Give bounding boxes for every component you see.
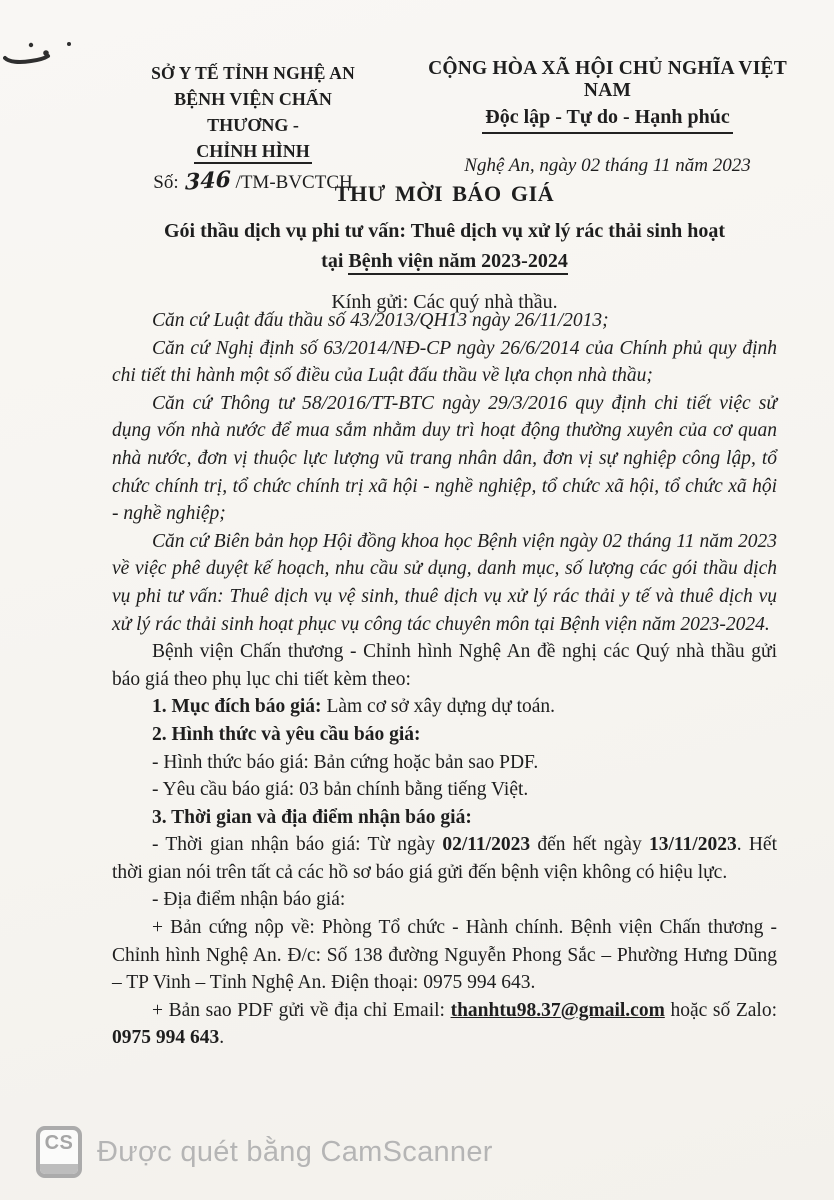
item-3-location-label: - Địa điểm nhận báo giá:: [152, 889, 346, 911]
ink-smudge: [3, 30, 123, 80]
item-2-sub-2: - Yêu cầu báo giá: 03 bản chính bằng tiếng Việt.: [152, 779, 529, 801]
package-subtitle-line1: Gói thầu dịch vụ phi tư vấn: Thuê dịch vụ xử lý rác thải sinh hoạt: [164, 220, 725, 242]
issuer-block: [138, 60, 368, 196]
item-3-hardcopy-address: + Bản cứng nộp về: Phòng Tổ chức - Hành chính. Bệnh viện Chấn thương - Chỉnh hình Nghệ An. Đ/c: Số 138 đường Nguyễn Phong Sắc – Phường Hưng Dũng – TP Vinh – Tỉnh Nghệ An. Điện thoại: 0975 994 643.: [112, 917, 777, 994]
national-motto-line: [405, 102, 810, 134]
zalo-number: 0975 994 643: [112, 1027, 220, 1049]
package-subtitle-underlined: Bệnh viện năm 2023-2024: [348, 250, 567, 275]
item-1-label: 1. Mục đích báo giá:: [152, 696, 322, 718]
camscanner-icon-strip: [40, 1164, 78, 1174]
salutation: Kính gửi: Các quý nhà thầu.: [331, 291, 558, 313]
issuer-org-line2: CHỈNH HÌNH: [138, 138, 368, 164]
item-3-label: 3. Thời gian và địa điểm nhận báo giá:: [152, 806, 472, 828]
document-number-suffix: /TM-BVCTCH: [235, 172, 353, 193]
camscanner-icon-letters: CS: [44, 1132, 74, 1154]
national-title: CỘNG HÒA XÃ HỘI CHỦ NGHĨA VIỆT NAM: [428, 58, 787, 101]
receive-start-date: 02/11/2023: [442, 834, 531, 856]
issuer-org-line1: BỆNH VIỆN CHẤN THƯƠNG -: [174, 89, 332, 135]
legal-basis-1: Căn cứ Luật đấu thầu số 43/2013/QH13 ngày 26/11/2013;: [152, 310, 609, 331]
document-title: THƯ MỜI BÁO GIÁ: [334, 181, 555, 206]
item-1: [112, 693, 777, 721]
package-subtitle-line2: tại Bệnh viện năm 2023-2024: [112, 246, 777, 276]
legal-basis-2: Căn cứ Nghị định số 63/2014/NĐ-CP ngày 26/6/2014 của Chính phủ quy định chi tiết thi hành một số điều của Luật đấu thầu về lựa chọn nhà thầu;: [112, 337, 777, 387]
legal-basis-3: Căn cứ Thông tư 58/2016/TT-BTC ngày 29/3/2016 quy định chi tiết việc sử dụng vốn nhà nước để mua sắm nhằm duy trì hoạt động thường xuyên của cơ quan nhà nước, đơn vị thuộc lực lượng vũ trang nhân dân, đơn vị sự nghiệp công lập, tổ chức chính trị, tổ chức chính trị xã hội - nghề nghiệp, tổ chức xã hội, tổ chức xã hội - nghề nghiệp;: [112, 392, 777, 525]
receive-end-date: 13/11/2023: [648, 834, 737, 856]
document-number-label: Số:: [153, 172, 179, 193]
issuer-department: SỞ Y TẾ TỈNH NGHỆ AN: [151, 63, 355, 83]
email-address: thanhtu98.37@gmail.com: [450, 999, 665, 1021]
title-block: [112, 181, 777, 314]
camscanner-caption: Được quét bằng CamScanner: [97, 1135, 493, 1168]
camscanner-icon: [36, 1126, 82, 1178]
item-2-sub-1: - Hình thức báo giá: Bản cứng hoặc bản sao PDF.: [152, 751, 539, 773]
item-3-pdf-address: + Bản sao PDF gửi về địa chỉ Email: thanhtu98.37@gmail.com hoặc số Zalo: 0975 994 643.: [112, 999, 777, 1049]
intro-paragraph: Bệnh viện Chấn thương - Chỉnh hình Nghệ An đề nghị các Quý nhà thầu gửi báo giá theo phụ lục chi tiết kèm theo:: [112, 641, 777, 690]
item-3-time: - Thời gian nhận báo giá: Từ ngày 02/11/2023 đến hết ngày 13/11/2023. Hết thời gian nói trên tất cả các hồ sơ báo giá gửi đến bệnh viện không có hiệu lực.: [112, 834, 777, 883]
legal-basis-4: Căn cứ Biên bản họp Hội đồng khoa học Bệnh viện ngày 02 tháng 11 năm 2023 về việc phê duyệt kế hoạch, nhu cầu sử dụng, danh mục, số lượng các gói thầu dịch vụ phi tư vấn: Thuê dịch vụ vệ sinh, thuê dịch vụ xử lý rác thải y tế và thuê dịch vụ xử lý rác thải sinh hoạt phục vụ công tác chuyên môn tại Bệnh viện năm 2023-2024.: [112, 530, 777, 635]
document-number-handwritten: 346: [184, 166, 231, 196]
item-1-text: Làm cơ sở xây dựng dự toán.: [321, 696, 556, 718]
place-date-line: Nghệ An, ngày 02 tháng 11 năm 2023: [464, 155, 751, 176]
document-body: [112, 307, 777, 1052]
item-2-label: 2. Hình thức và yêu cầu báo giá:: [152, 723, 421, 745]
package-subtitle: [112, 216, 777, 276]
national-motto-block: [405, 58, 810, 177]
camscanner-watermark: [36, 1126, 493, 1178]
national-motto: Độc lập - Tự do - Hạnh phúc: [482, 105, 732, 134]
